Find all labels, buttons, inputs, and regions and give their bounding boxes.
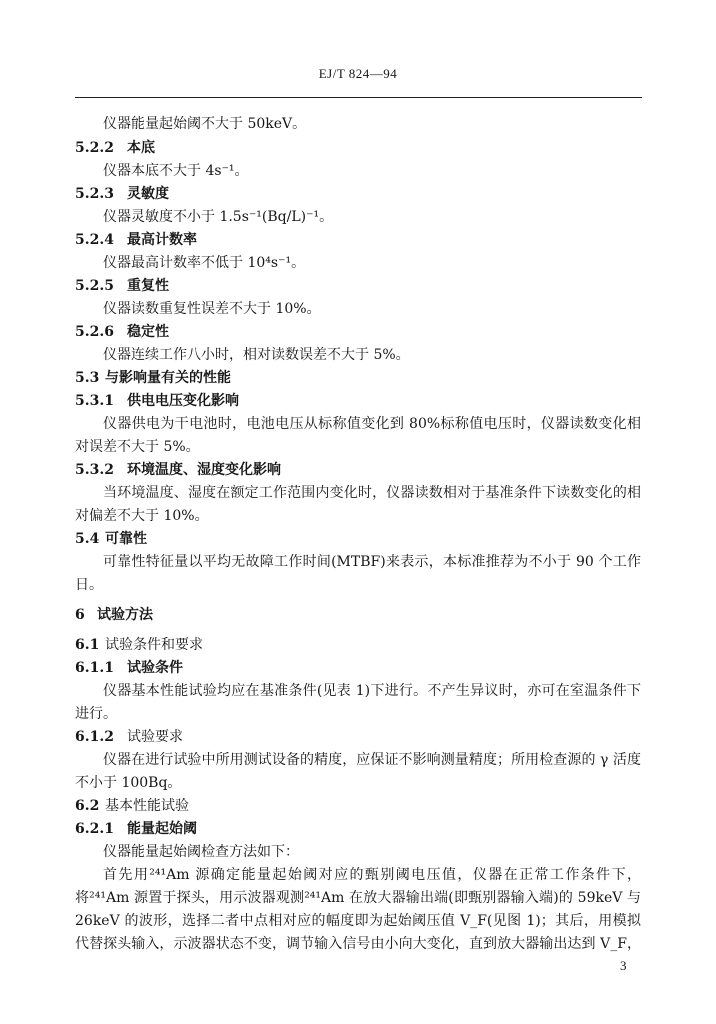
section-heading — [75, 659, 641, 677]
section-number: 6.1 — [75, 637, 100, 653]
text-line: 对误差不大于 5%。 — [75, 439, 200, 455]
text-line: 仪器能量起始阈不大于 50keV。 — [103, 116, 307, 132]
text-line: 首先用²⁴¹Am 源确定能量起始阈对应的甄别阈电压值，仪器在正常工作条件下， — [103, 867, 641, 883]
text-line: 可靠性特征量以平均无故障工作时间(MTBF)来表示，本标准推荐为不小于 90 个工作 — [103, 554, 641, 570]
section-title: 试验方法 — [97, 607, 153, 623]
text-line: 仪器基本性能试验均应在基准条件(见表 1)下进行。不产生异议时，亦可在室温条件下 — [103, 683, 641, 699]
text-line: 代替探头输入，示波器状态不变，调节输入信号由小向大变化，直到放大器输出达到 V_F， — [75, 936, 641, 952]
text-line: 日。 — [75, 577, 103, 593]
section-title: 能量起始阈 — [127, 821, 197, 837]
section-number: 5.4 — [75, 531, 100, 547]
section-number: 6.2.1 — [75, 821, 114, 837]
section-heading — [75, 530, 641, 548]
section-title: 基本性能试验 — [105, 798, 189, 814]
section-number: 5.2.5 — [75, 278, 114, 294]
text-line: 仪器灵敏度不小于 1.5s⁻¹(Bq/L)⁻¹。 — [103, 209, 334, 225]
text-line: 仪器在进行试验中所用测试设备的精度，应保证不影响测量精度；所用检查源的 γ 活度 — [103, 752, 641, 768]
chapter-heading — [75, 606, 641, 624]
section-title: 试验要求 — [127, 729, 183, 745]
section-title: 试验条件和要求 — [105, 637, 203, 653]
text-line: 仪器连续工作八小时，相对读数误差不大于 5%。 — [103, 347, 410, 363]
section-title: 环境温度、湿度变化影响 — [127, 462, 281, 478]
text-line: 将²⁴¹Am 源置于探头，用示波器观测²⁴¹Am 在放大器输出端(即甄别器输入端)的 59keV 与 — [75, 890, 641, 906]
text-line: 不小于 100Bq。 — [75, 775, 182, 791]
section-number: 6.1.1 — [75, 660, 114, 676]
section-heading — [75, 461, 641, 479]
section-heading — [75, 369, 641, 387]
section-number: 6.2 — [75, 798, 100, 814]
section-heading — [75, 139, 641, 157]
section-heading — [75, 323, 641, 341]
page-number: 3 — [620, 958, 627, 973]
section-number: 5.2.6 — [75, 324, 114, 340]
section-title: 稳定性 — [127, 324, 169, 340]
section-heading — [75, 820, 641, 838]
section-title: 最高计数率 — [127, 232, 197, 248]
text-line: 仪器能量起始阈检查方法如下： — [103, 844, 299, 860]
section-heading — [75, 277, 641, 295]
section-number: 5.2.2 — [75, 140, 114, 156]
section-heading — [75, 728, 641, 746]
text-line: 当环境温度、湿度在额定工作范围内变化时，仪器读数相对于基准条件下读数变化的相 — [103, 485, 641, 501]
text-line: 仪器本底不大于 4s⁻¹。 — [103, 163, 249, 179]
text-line: 进行。 — [75, 706, 117, 722]
page-header-code: EJ/T 824—94 — [318, 66, 398, 81]
text-line: 仪器最高计数率不低于 10⁴s⁻¹。 — [103, 255, 306, 271]
section-title: 试验条件 — [127, 660, 183, 676]
section-number: 6 — [75, 607, 85, 623]
section-heading — [75, 392, 641, 410]
header-rule — [75, 97, 642, 98]
text-line: 仪器读数重复性误差不大于 10%。 — [103, 301, 321, 317]
section-number: 5.3.1 — [75, 393, 114, 409]
section-heading — [75, 231, 641, 249]
section-title: 重复性 — [127, 278, 169, 294]
section-number: 5.3 — [75, 370, 100, 386]
section-title: 灵敏度 — [127, 186, 169, 202]
section-heading — [75, 185, 641, 203]
section-title: 可靠性 — [105, 531, 147, 547]
section-number: 6.1.2 — [75, 729, 114, 745]
text-line: 26keV 的波形，选择二者中点相对应的幅度即为起始阈压值 V_F(见图 1)；其后，用模拟 — [75, 913, 641, 929]
section-number: 5.3.2 — [75, 462, 114, 478]
section-number: 5.2.4 — [75, 232, 114, 248]
text-line: 对偏差不大于 10%。 — [75, 508, 209, 524]
section-number: 5.2.3 — [75, 186, 114, 202]
section-title: 供电电压变化影响 — [127, 393, 239, 409]
section-heading — [75, 797, 641, 815]
section-title: 本底 — [127, 140, 155, 156]
section-heading — [75, 636, 641, 654]
text-line: 仪器供电为干电池时，电池电压从标称值变化到 80%标称值电压时，仪器读数变化相 — [103, 416, 641, 432]
section-title: 与影响量有关的性能 — [105, 370, 231, 386]
